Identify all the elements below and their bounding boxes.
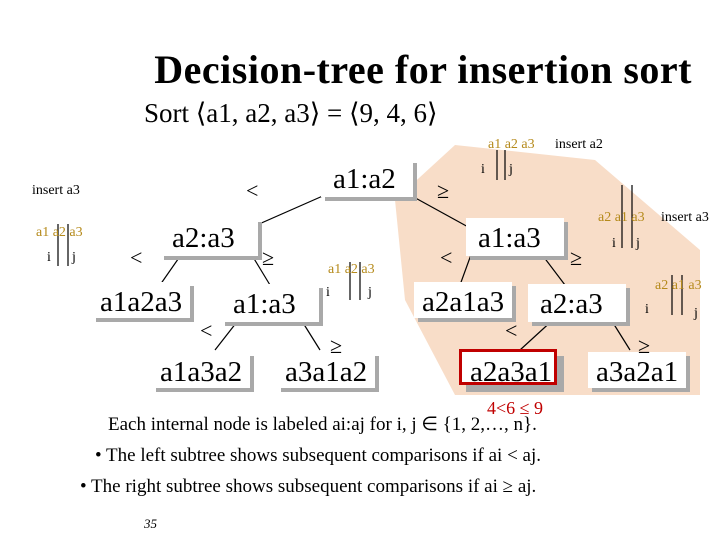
- edge-label-lt: <: [505, 318, 518, 343]
- marker-i: i: [481, 162, 485, 177]
- array-a1a2a3-top: a1 a2 a3: [488, 137, 535, 152]
- caption-line1: Each internal node is labeled ai:aj for i, j ∈ {1, 2,…, n}.: [108, 414, 537, 435]
- marker-j: j: [509, 162, 513, 177]
- edge-label-lt: <: [130, 245, 143, 270]
- array-a2a1a3-right: a2 a1 a3: [655, 278, 702, 293]
- marker-i: i: [326, 285, 330, 300]
- array-a1a2a3-left: a1 a2 a3: [36, 225, 83, 240]
- leaf-a3a1a2: a3a1a2: [285, 358, 367, 387]
- edge-label-lt: <: [246, 178, 259, 203]
- annotation-insert-a3: insert a3: [32, 183, 80, 198]
- leaf-a2a1a3: a2a1a3: [422, 288, 504, 317]
- page-number: 35: [144, 516, 157, 531]
- edge-label-ge: ≥: [330, 333, 343, 358]
- marker-j: j: [636, 236, 640, 251]
- marker-i: i: [645, 302, 649, 317]
- edge-label-ge: ≥: [437, 178, 450, 203]
- caption-line2: • The left subtree shows subsequent comparisons if ai < aj.: [95, 445, 542, 466]
- edge-label-lt: <: [440, 245, 453, 270]
- annotation-insert-a2: insert a2: [555, 137, 603, 152]
- edge-label-ge: ≥: [262, 245, 275, 270]
- leaf-a3a2a1: a3a2a1: [596, 358, 678, 387]
- edge-label-ge: ≥: [638, 333, 651, 358]
- array-a2a1a3-top: a2 a1 a3: [598, 210, 645, 225]
- caption-line3: • The right subtree shows subsequent comparisons if ai ≥ aj.: [80, 476, 537, 497]
- leaf-a2a3a1: a2a3a1: [470, 358, 552, 387]
- leaf-a1a3a2: a1a3a2: [160, 358, 242, 387]
- node-right-right: a2:a3: [540, 290, 603, 319]
- edge-label-lt: <: [200, 318, 213, 343]
- array-a1a2a3-mid: a1 a2 a3: [328, 262, 375, 277]
- marker-i: i: [47, 250, 51, 265]
- node-right: a1:a3: [478, 224, 541, 253]
- slide-title: Decision-tree for insertion sort: [154, 47, 692, 92]
- annotation-insert-a3-clipped: insert a3: [661, 210, 709, 225]
- node-left: a2:a3: [172, 224, 235, 253]
- marker-j: j: [694, 306, 698, 321]
- leaf-condition: 4<6 ≤ 9: [487, 398, 544, 418]
- marker-i: i: [612, 236, 616, 251]
- node-root: a1:a2: [333, 165, 396, 194]
- leaf-a1a2a3: a1a2a3: [100, 288, 182, 317]
- node-left-right: a1:a3: [233, 290, 296, 319]
- slide-subtitle: Sort ⟨a1, a2, a3⟩ = ⟨9, 4, 6⟩: [144, 98, 438, 128]
- marker-j: j: [72, 250, 76, 265]
- marker-j: j: [368, 285, 372, 300]
- edge-label-ge: ≥: [570, 245, 583, 270]
